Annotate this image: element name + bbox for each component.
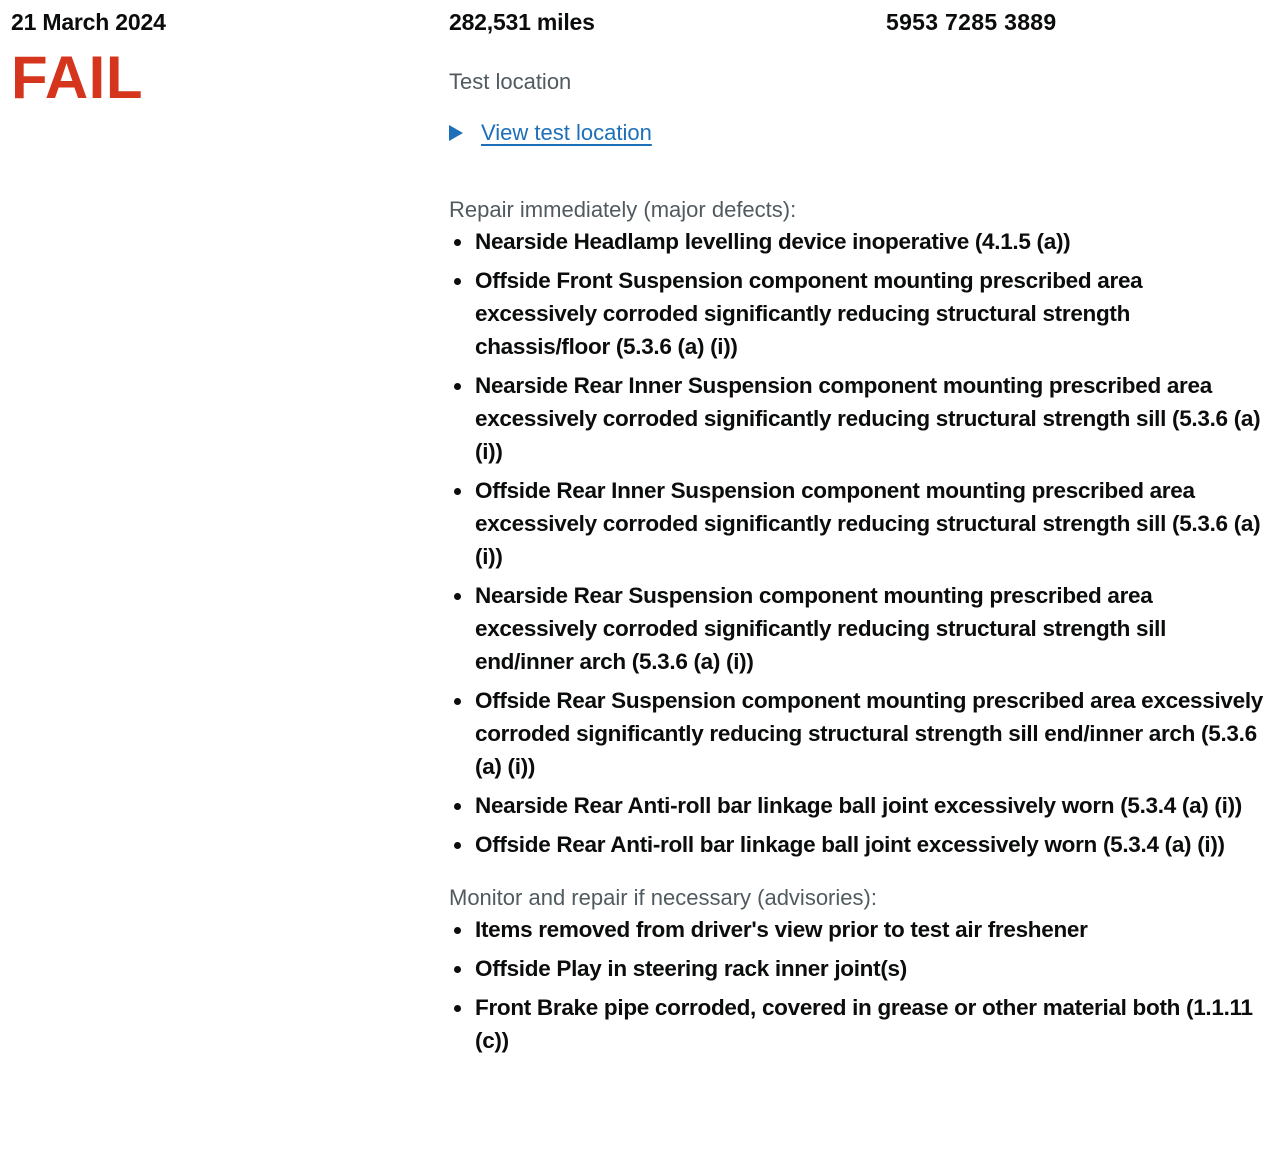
- advisory-item: Front Brake pipe corroded, covered in grease or other material both (1.1.11 (c)): [449, 991, 1269, 1057]
- major-defect-item: Nearside Rear Anti-roll bar linkage ball joint excessively worn (5.3.4 (a) (i)): [449, 789, 1269, 822]
- major-defect-item: Offside Front Suspension component mounting prescribed area excessively corroded significantly reducing structural strength chassis/floor (5.3.6 (a) (i)): [449, 264, 1269, 363]
- triangle-right-icon[interactable]: [449, 125, 463, 141]
- advisory-item: Items removed from driver's view prior to test air freshener: [449, 913, 1269, 946]
- test-result-status: FAIL: [11, 44, 143, 111]
- test-date: 21 March 2024: [11, 9, 166, 35]
- test-number-column: [886, 6, 1056, 38]
- mileage-value: 282,531 miles: [449, 9, 595, 35]
- advisory-item: Offside Play in steering rack inner joint(s): [449, 952, 1269, 985]
- test-details: [449, 6, 1279, 1057]
- mot-test-number: 5953 7285 3889: [886, 9, 1057, 35]
- advisories-list: [449, 913, 1269, 1057]
- major-defects-heading: Repair immediately (major defects):: [449, 197, 797, 222]
- advisories-heading: Monitor and repair if necessary (advisories):: [449, 885, 877, 910]
- major-defect-item: Nearside Headlamp levelling device inoperative (4.1.5 (a)): [449, 225, 1269, 258]
- major-defect-item: Offside Rear Suspension component mounting prescribed area excessively corroded significantly reducing structural strength sill end/inner arch (5.3.6 (a) (i)): [449, 684, 1269, 783]
- major-defect-item: Offside Rear Anti-roll bar linkage ball joint excessively worn (5.3.4 (a) (i)): [449, 828, 1269, 861]
- major-defect-item: Nearside Rear Inner Suspension component mounting prescribed area excessively corroded significantly reducing structural strength sill (5.3.6 (a) (i)): [449, 369, 1269, 468]
- major-defects-list: [449, 225, 1269, 861]
- test-summary: [11, 6, 431, 109]
- test-location-label: Test location: [449, 69, 572, 94]
- view-test-location-link[interactable]: View test location: [481, 120, 652, 145]
- major-defect-item: Offside Rear Inner Suspension component mounting prescribed area excessively corroded significantly reducing structural strength sill (5.3.6 (a) (i)): [449, 474, 1269, 573]
- view-test-location-toggle[interactable]: [449, 118, 1279, 148]
- major-defect-item: Nearside Rear Suspension component mounting prescribed area excessively corroded significantly reducing structural strength sill end/inner arch (5.3.6 (a) (i)): [449, 579, 1269, 678]
